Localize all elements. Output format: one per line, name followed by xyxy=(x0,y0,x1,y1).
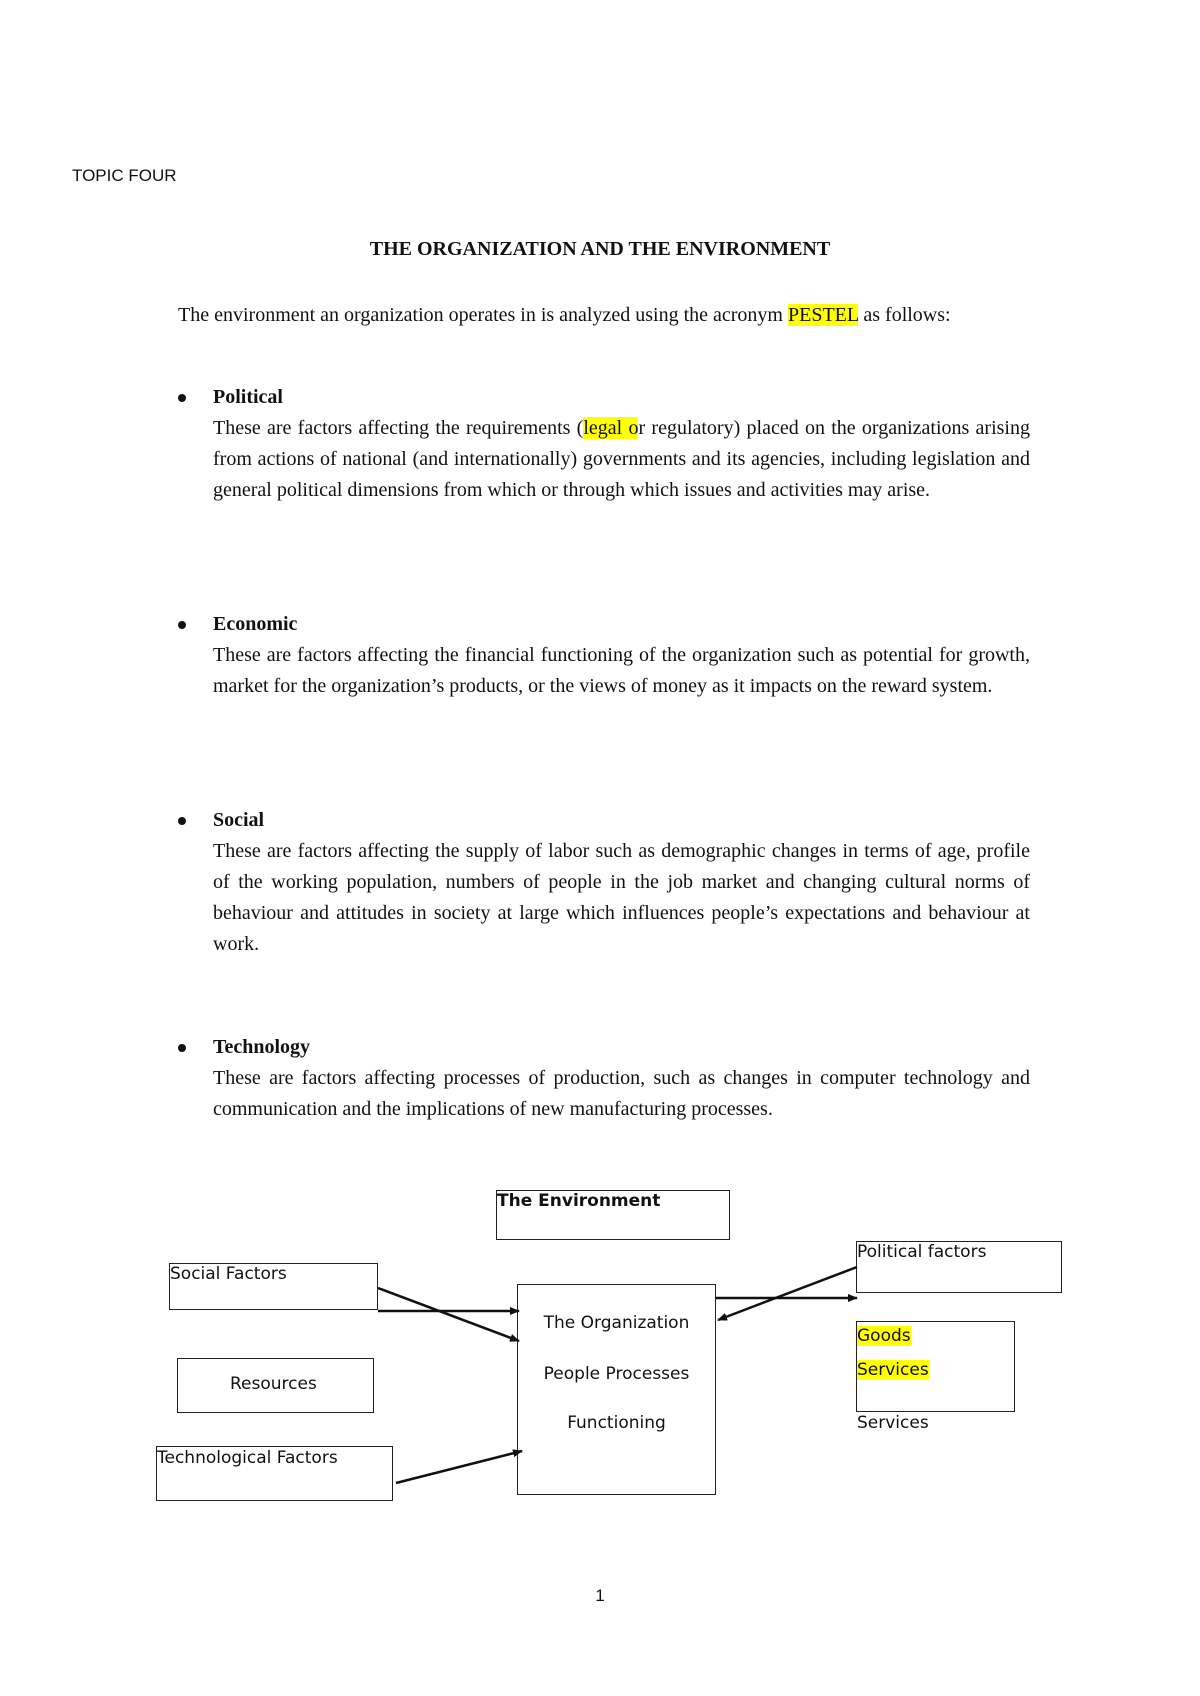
social-to-organization-diagonal-arrow xyxy=(378,1288,519,1341)
page-title: THE ORGANIZATION AND THE ENVIRONMENT xyxy=(369,238,831,260)
goods-label: Goods xyxy=(857,1326,911,1346)
technological-to-organization-arrow xyxy=(396,1451,522,1483)
page-number: 1 xyxy=(595,1586,605,1605)
intro-highlight: PESTEL xyxy=(788,304,859,326)
factor-body: These are factors affecting processes of production, such as changes in computer technology and communication and the implications of new manufacturing processes. xyxy=(213,1067,1030,1120)
factor-heading: Social xyxy=(213,809,265,831)
factor-heading: Economic xyxy=(213,613,298,635)
factor-heading: Technology xyxy=(213,1036,311,1058)
factor-body-before: These are factors affecting the requirements ( xyxy=(213,417,584,439)
topic-label: TOPIC FOUR xyxy=(72,166,177,185)
services-label: Services xyxy=(857,1413,929,1433)
social-factors-label: Social Factors xyxy=(170,1264,287,1284)
organization-line-2: People Processes xyxy=(543,1364,690,1384)
organization-line-1: The Organization xyxy=(543,1313,690,1333)
political-factors-label: Political factors xyxy=(857,1242,987,1262)
environment-label: The Environment xyxy=(497,1191,661,1211)
resources-label: Resources xyxy=(230,1374,317,1394)
factor-body-highlight: legal o xyxy=(583,417,639,439)
factor-heading: Political xyxy=(213,386,283,408)
factor-body-after: r regulatory) placed on the organizations arising from actions of national (and internationally) governments and its agencies, including legislation and general political dimensions from which or through which issues and activities may arise. xyxy=(213,417,1030,501)
factor-body: These are factors affecting the supply of labor such as demographic changes in terms of age, profile of the working population, numbers of people in the job market and changing cultural norms of behaviour and attitudes in society at large which influences people’s expectations and behaviour at work. xyxy=(213,840,1030,955)
intro-text-after: as follows: xyxy=(858,304,951,326)
technological-factors-label: Technological Factors xyxy=(157,1448,338,1468)
factor-body: These are factors affecting the financial functioning of the organization such as potential for growth, market for the organization’s products, or the views of money as it impacts on the reward system. xyxy=(213,644,1030,697)
services-highlight-label: Services xyxy=(857,1360,929,1380)
organization-line-3: Functioning xyxy=(567,1413,666,1433)
intro-text-before: The environment an organization operates in is analyzed using the acronym xyxy=(178,304,788,326)
political-to-organization-arrow xyxy=(718,1267,857,1320)
